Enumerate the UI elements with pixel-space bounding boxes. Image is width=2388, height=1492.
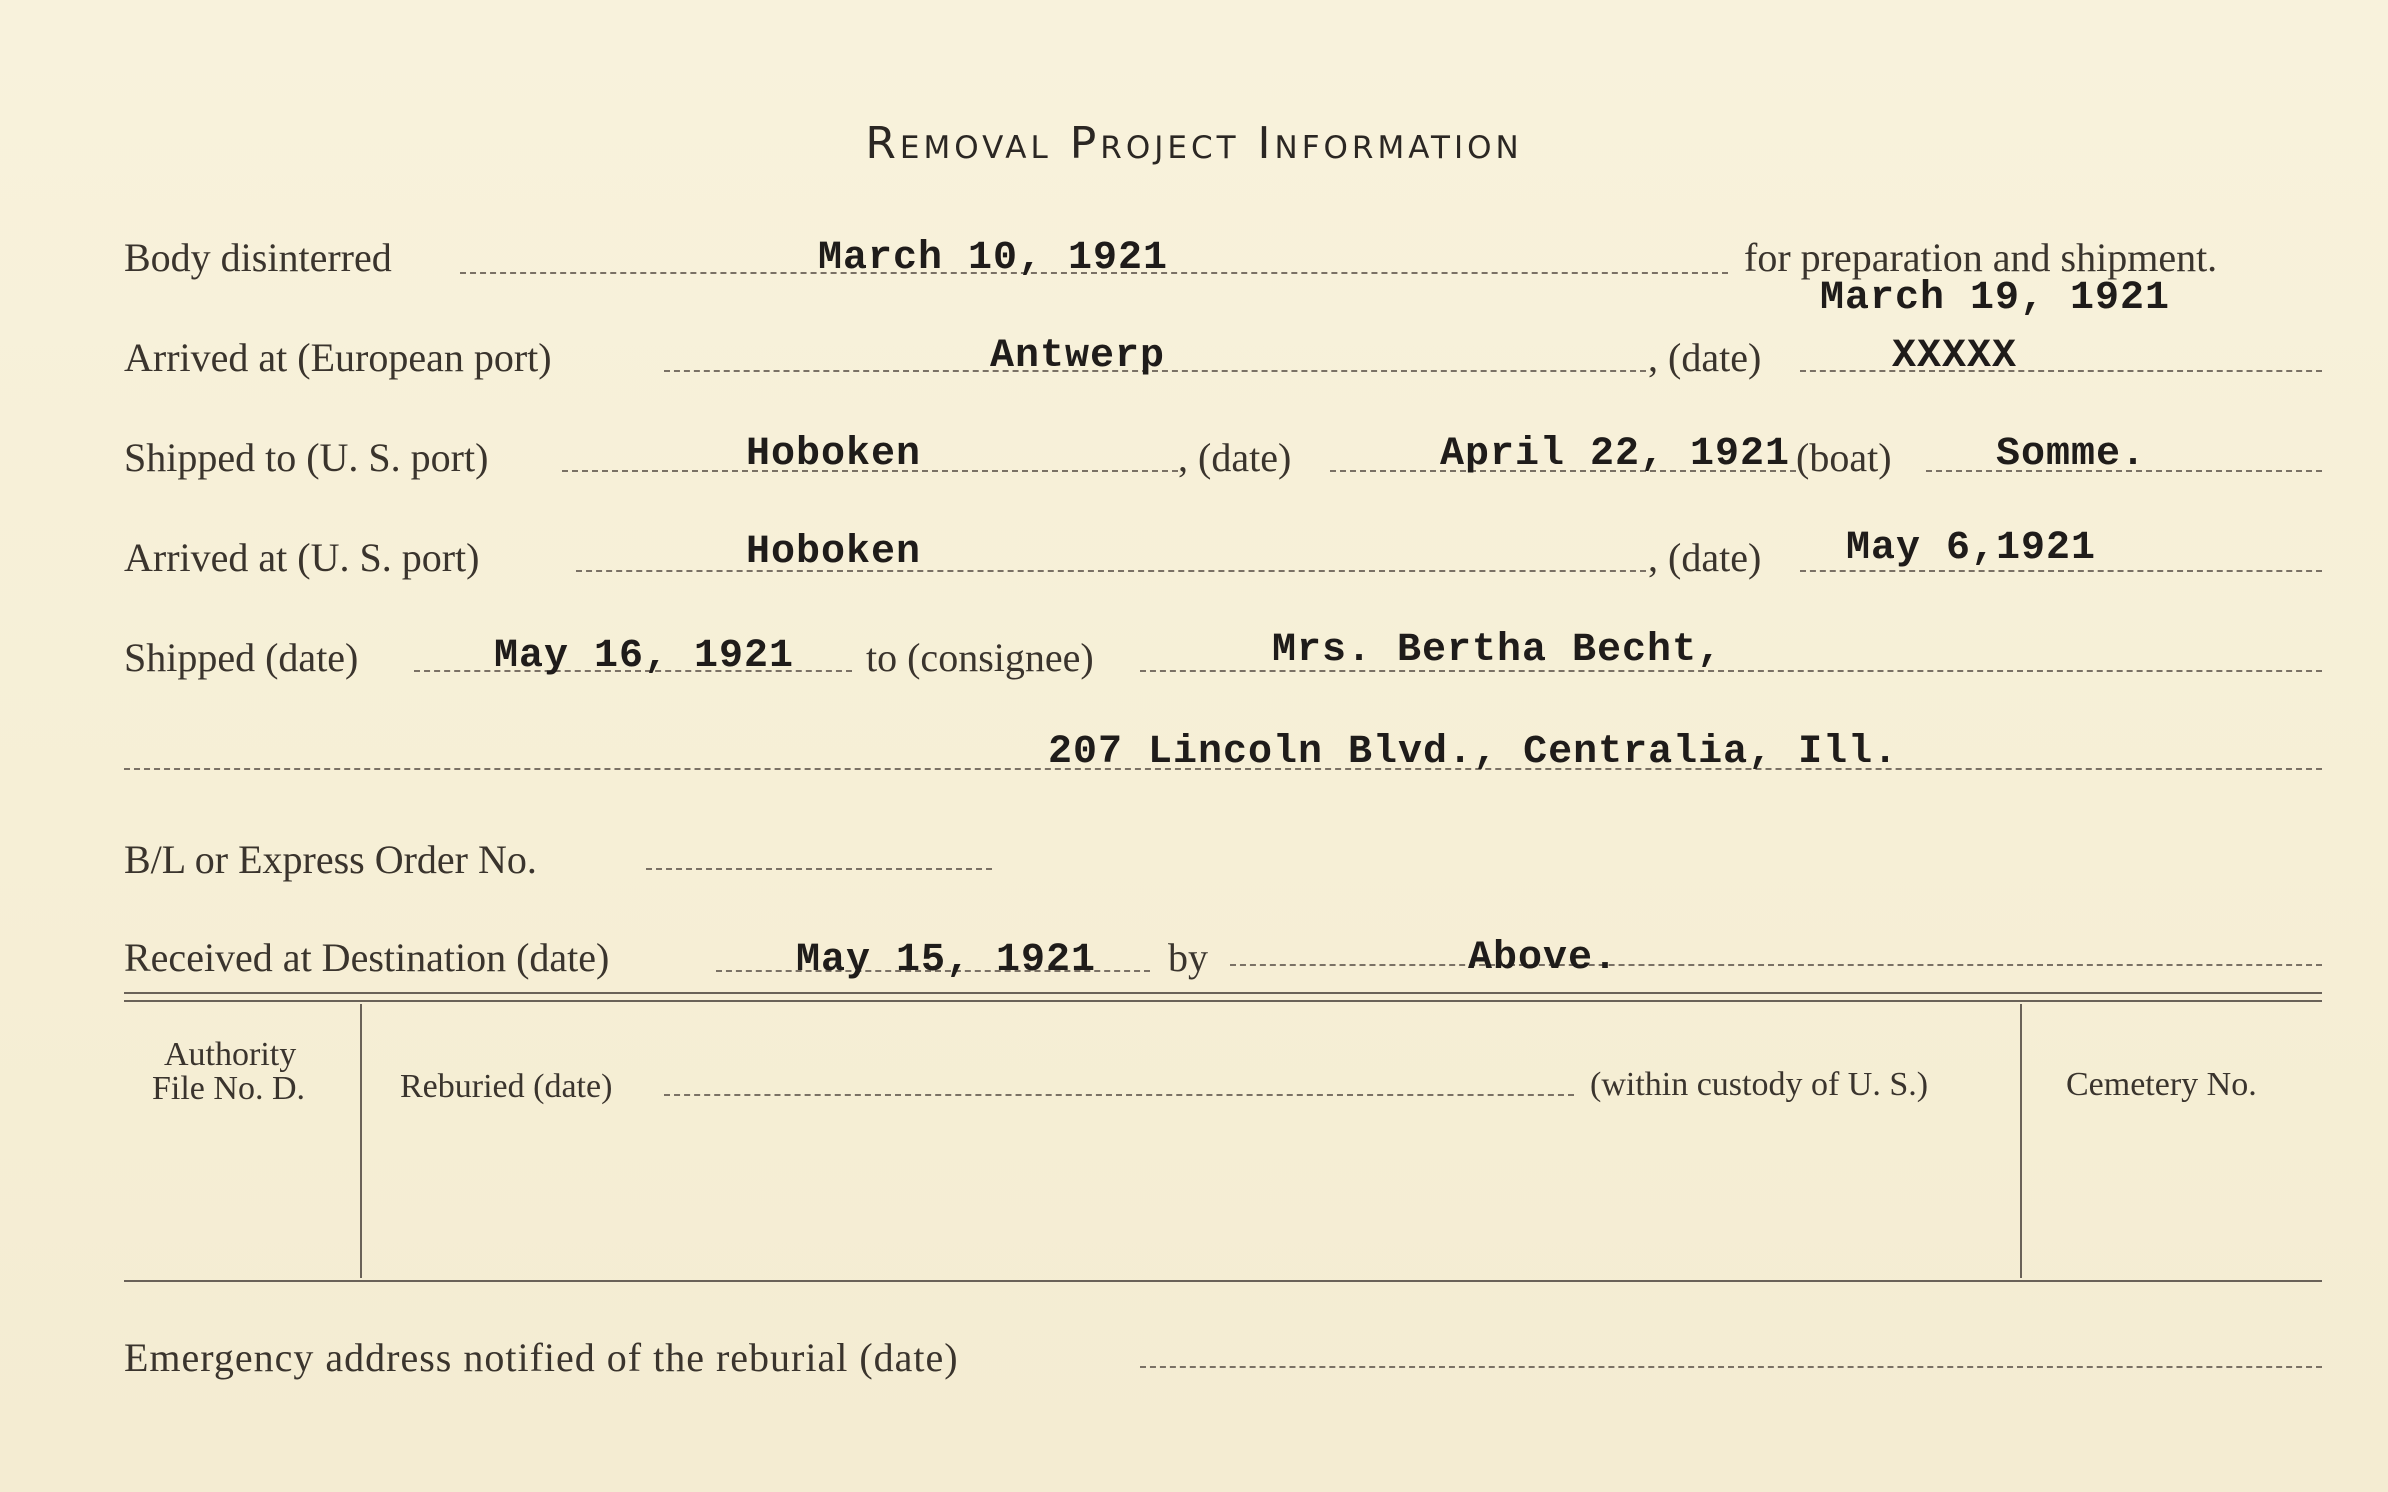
bl-order-label: B/L or Express Order No. xyxy=(124,837,537,882)
box-divider-left xyxy=(360,1004,362,1278)
shipped-to-date-value: April 22, 1921 xyxy=(1440,432,1791,477)
boat-value: Somme. xyxy=(1996,432,2147,477)
authority-label-line1: Authority xyxy=(164,1036,297,1073)
consignee-value: Mrs. Bertha Becht, xyxy=(1272,628,1723,673)
arrived-us-port-value: Hoboken xyxy=(746,530,922,575)
shipped-date-label: Shipped (date) xyxy=(124,635,359,680)
box-top-rule xyxy=(124,992,2322,994)
shipped-to-date-label: , (date) xyxy=(1178,435,1292,480)
emergency-address-label: Emergency address notified of the reburial (date) xyxy=(124,1335,959,1380)
shipped-to-port-value: Hoboken xyxy=(746,432,922,477)
cemetery-number-label: Cemetery No. xyxy=(2066,1066,2257,1103)
european-date-typed: March 19, 1921 xyxy=(1820,276,2171,321)
reburied-line xyxy=(664,1094,1574,1096)
box-top-rule-inner xyxy=(124,1000,2322,1002)
arrived-us-date-value: May 6,1921 xyxy=(1846,526,2097,571)
received-by-label: by xyxy=(1168,935,1208,980)
shipment-suffix-label: for preparation and shipment. xyxy=(1744,235,2218,280)
received-date-value: May 15, 1921 xyxy=(796,938,1097,983)
consignee-label: to (consignee) xyxy=(866,635,1094,680)
body-disinterred-value: March 10, 1921 xyxy=(818,236,1169,281)
bl-order-line xyxy=(646,868,992,870)
european-date-line xyxy=(1800,370,2322,372)
authority-label-line2: File No. D. xyxy=(152,1070,305,1107)
arrived-us-port-line xyxy=(576,570,1646,572)
consignee-address: 207 Lincoln Blvd., Centralia, Ill. xyxy=(1048,730,1899,775)
box-divider-right xyxy=(2020,1004,2022,1278)
european-date-label: , (date) xyxy=(1648,335,1762,380)
shipped-to-port-label: Shipped to (U. S. port) xyxy=(124,435,489,480)
reburied-label: Reburied (date) xyxy=(400,1068,613,1105)
received-by-line xyxy=(1230,964,2322,966)
box-bottom-rule xyxy=(124,1280,2322,1282)
received-by-value: Above. xyxy=(1468,936,1619,981)
european-port-value: Antwerp xyxy=(990,334,1166,379)
emergency-address-line xyxy=(1140,1366,2322,1368)
card-title: Removal Project Information xyxy=(865,118,1523,169)
european-port-label: Arrived at (European port) xyxy=(124,335,552,380)
boat-label: (boat) xyxy=(1796,435,1892,480)
arrived-us-port-label: Arrived at (U. S. port) xyxy=(124,535,480,580)
shipped-date-value: May 16, 1921 xyxy=(494,634,795,679)
received-label: Received at Destination (date) xyxy=(124,935,610,980)
arrived-us-date-label: , (date) xyxy=(1648,535,1762,580)
european-date-struck: XXXXX xyxy=(1892,334,2018,379)
custody-label: (within custody of U. S.) xyxy=(1590,1066,1929,1103)
body-disinterred-label: Body disinterred xyxy=(124,235,392,280)
